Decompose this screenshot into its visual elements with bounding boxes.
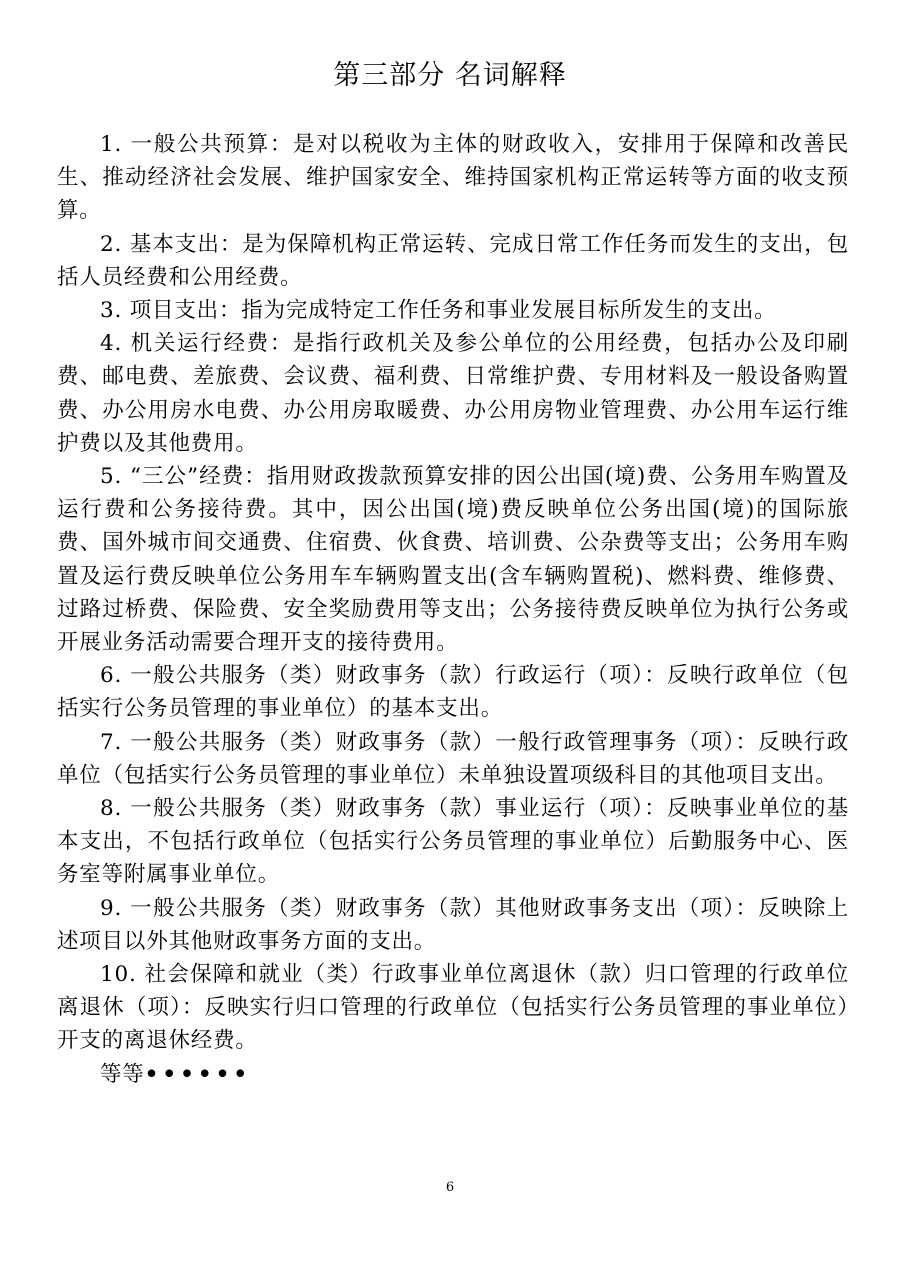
definition-paragraph-10: 10. 社会保障和就业（类）行政事业单位离退休（款）归口管理的行政单位离退休（项）：反映实行归口管理的行政单位（包括实行公务员管理的事业单位）开支的离退休经费。 [57,962,849,1054]
page-number: 6 [445,1180,455,1195]
document-body [57,128,849,1091]
definition-paragraph-6: 6. 一般公共服务（类）财政事务（款）行政运行（项）：反映行政单位（包括实行公务员管理的事业单位）的基本支出。 [57,663,849,722]
definition-paragraph-4: 4. 机关运行经费：是指行政机关及参公单位的公用经费，包括办公及印刷费、邮电费、差旅费、会议费、福利费、日常维护费、专用材料及一般设备购置费、办公用房水电费、办公用房取暖费、办公用房物业管理费、办公用车运行维护费以及其他费用。 [57,331,849,456]
definition-paragraph-3: 3. 项目支出：指为完成特定工作任务和事业发展目标所发生的支出。 [100,298,777,324]
definition-paragraph-2: 2. 基本支出：是为保障机构正常运转、完成日常工作任务而发生的支出，包括人员经费和公用经费。 [57,231,849,290]
closing-line [57,1058,849,1091]
definition-paragraph-7: 7. 一般公共服务（类）财政事务（款）一般行政管理事务（项）：反映行政单位（包括实行公务员管理的事业单位）未单独设置项级科目的其他项目支出。 [57,729,849,788]
definition-paragraph-5: 5. “三公”经费：指用财政拨款预算安排的因公出国(境)费、公务用车购置及运行费和公务接待费。其中，因公出国(境)费反映单位公务出国(境)的国际旅费、国外城市间交通费、住宿费、伙食费、培训费、公杂费等支出；公务用车购置及运行费反映单位公务用车车辆购置支出(含车辆购置税)、燃料费、维修费、过路过桥费、保险费、安全奖励费用等支出；公务接待费反映单位为执行公务或开展业务活动需要合理开支的接待费用。 [57,464,849,656]
closing-text: 等等 [100,1061,145,1087]
definition-paragraph-9: 9. 一般公共服务（类）财政事务（款）其他财政事务支出（项）：反映除上述项目以外其他财政事务方面的支出。 [57,895,849,954]
definition-paragraph-8: 8. 一般公共服务（类）财政事务（款）事业运行（项）：反映事业单位的基本支出，不包括行政单位（包括实行公务员管理的事业单位）后勤服务中心、医务室等附属事业单位。 [57,796,849,888]
closing-dots: •••••• [144,1061,252,1087]
definition-paragraph-1: 1. 一般公共预算：是对以税收为主体的财政收入，安排用于保障和改善民生、推动经济社会发展、维护国家安全、维持国家机构正常运转等方面的收支预算。 [57,132,849,224]
page-title: 第三部分 名词解释 [333,60,567,91]
